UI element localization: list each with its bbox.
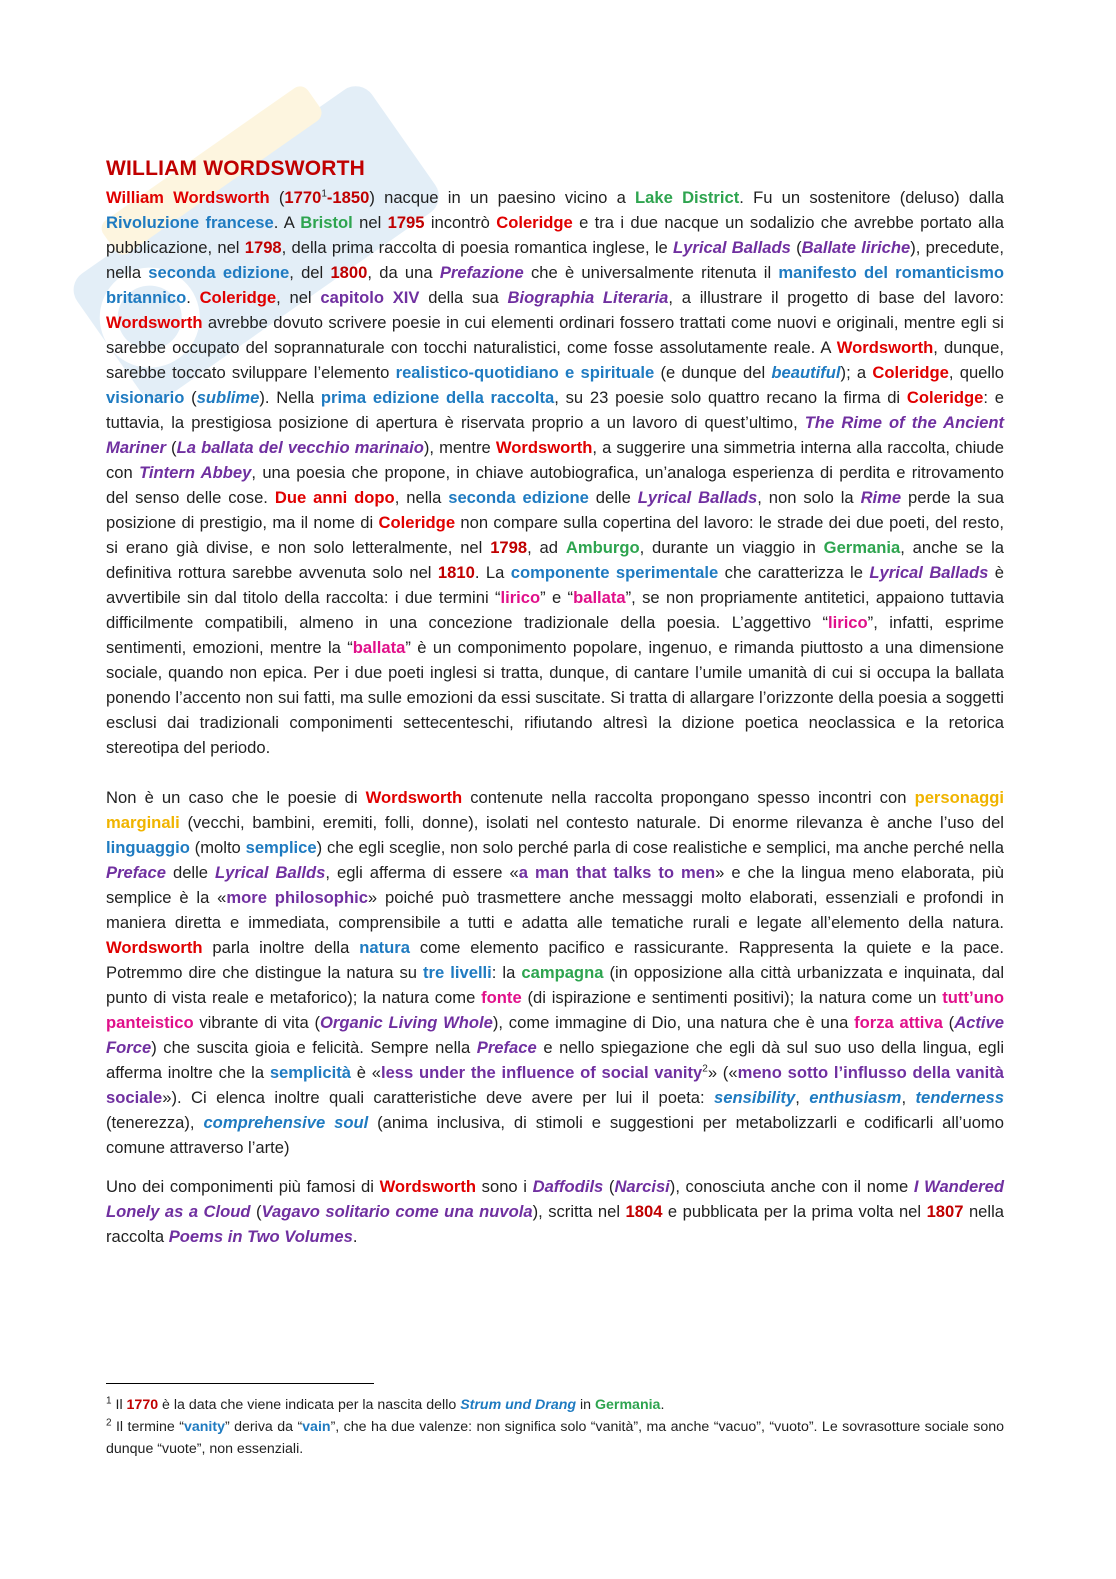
text-run: » poiché può trasmettere anche messaggi molto elaborati, essenziali e profondi in maniera diretta e immediata, comprensibile a tutti e adatta alle tematiche rurali e legate all’elemento della natura.	[106, 888, 1004, 932]
highlighted-term: more philosophic	[226, 888, 368, 907]
text-run: Non è un caso che le poesie di	[106, 788, 366, 807]
text-run: nel	[352, 213, 388, 232]
text-run: » e che la lingua meno elaborata, più semplice è la «	[106, 863, 1004, 907]
highlighted-term: Due anni dopo	[274, 488, 395, 507]
text-run: , quello	[948, 363, 1005, 382]
highlighted-term: Lyrical Ballads	[673, 238, 791, 257]
text-run: (	[790, 238, 802, 257]
highlighted-term: Preface	[476, 1038, 537, 1057]
highlighted-term: sensibility	[714, 1088, 796, 1107]
highlighted-term: semplicità	[269, 1063, 351, 1082]
highlighted-term: 1804	[625, 1202, 663, 1221]
text-run: (	[250, 1202, 262, 1221]
text-run: e pubblicata per la prima volta nel	[662, 1202, 927, 1221]
highlighted-term: Preface	[106, 863, 166, 882]
highlighted-term: Wordsworth	[379, 1177, 477, 1196]
highlighted-term: Wordsworth	[836, 338, 934, 357]
text-run: »). Ci elenca inoltre quali caratteristiche deve avere per lui il poeta:	[162, 1088, 715, 1107]
text-run: (anima inclusiva, di stimoli e suggestioni per metabolizzarli e codificarli all’uomo comune attraverso l’arte)	[106, 1113, 1004, 1157]
text-run: della sua	[419, 288, 508, 307]
highlighted-term: Wordsworth	[495, 438, 593, 457]
text-run: è «	[351, 1063, 381, 1082]
highlighted-term: tre livelli	[423, 963, 492, 982]
text-run: .	[352, 1227, 358, 1246]
highlighted-term: Organic Living Whole	[320, 1013, 493, 1032]
highlighted-term: 1807	[926, 1202, 964, 1221]
highlighted-term: ballata	[352, 638, 406, 657]
footnote-marker: 2	[106, 1417, 112, 1429]
highlighted-term: William Wordsworth	[106, 188, 270, 207]
highlighted-term: lirico	[828, 613, 868, 632]
text-run: (	[165, 438, 177, 457]
text-run: ”, che ha due valenze: non significa solo “vanità”, ma anche “vacuo”, “vuoto”. Le sovrasotture sociale sono dunque “vuote”, non essenziali.	[106, 1419, 1004, 1457]
text-run: avrebbe dovuto scrivere poesie in cui elementi ordinari fossero trattati come nuovi e originali, mentre egli si sarebbe occupato del soprannaturale con tocchi naturalistici, come fosse assolutamente reale. A	[106, 313, 1004, 357]
text-run: è avvertibile sin dal titolo della raccolta: i due termini “	[106, 563, 1005, 607]
highlighted-term: Tintern Abbey	[139, 463, 252, 482]
highlighted-term: Coleridge	[496, 213, 573, 232]
text-run: , a illustrare il progetto di base del lavoro:	[668, 288, 1004, 307]
text-run: ” è un componimento popolare, ingenuo, e rimanda piuttosto a una dimensione sociale, quando non epica. Per i due poeti inglesi si tratta, dunque, di cantare l’umile umanità di cui si occupa la ballata ponendo l’accento non sui fatti, ma sulle emozioni da essi suscitate. Si tratta di allargare l’orizzonte della poesia a soggetti esclusi dai tradizionali componimenti settecenteschi, rifiutando altresì la dizione poetica neoclassica e la retorica stereotipa del periodo.	[106, 638, 1004, 757]
text-run: Il termine “	[111, 1419, 184, 1435]
highlighted-term: Germania	[595, 1397, 661, 1413]
text-run: , della prima raccolta di poesia romantica inglese, le	[281, 238, 674, 257]
text-run: , a suggerire una simmetria interna alla raccolta, chiude con	[106, 438, 1004, 482]
text-run: » («	[707, 1063, 738, 1082]
text-run: , anche se la definitiva rottura sarebbe avvenuta solo nel	[106, 538, 1004, 582]
highlighted-term: 1798	[490, 538, 528, 557]
paragraph-daffodils	[106, 1174, 1004, 1249]
highlighted-term: personaggi marginali	[106, 788, 1004, 832]
highlighted-term: Ballate liriche	[801, 238, 911, 257]
text-run: (e dunque del	[654, 363, 772, 382]
text-run: ), conosciuta anche con il nome	[669, 1177, 914, 1196]
text-run: ) che egli sceglie, non solo perché parla di cose realistiche e semplici, ma anche perché nella	[316, 838, 1005, 857]
highlighted-term: natura	[359, 938, 410, 957]
text-run: che caratterizza le	[718, 563, 870, 582]
text-run: ”, se non propriamente antitetici, appaiono tuttavia difficilmente compatibili, almeno in una concezione tradizionale della poesia. L’aggettivo “	[106, 588, 1004, 632]
highlighted-term: Coleridge	[906, 388, 984, 407]
text-run: (	[269, 188, 285, 207]
text-run: ) che suscita gioia e felicità. Sempre nella	[151, 1038, 477, 1057]
text-run: ), mentre	[423, 438, 496, 457]
highlighted-term: Lyrical Ballds	[215, 863, 326, 882]
highlighted-term: fonte	[481, 988, 522, 1007]
highlighted-term: The Rime of the Ancient Mariner	[106, 413, 1004, 457]
highlighted-term: beautiful	[771, 363, 841, 382]
footnote-marker: 2	[702, 1063, 708, 1075]
text-run: sono i	[476, 1177, 533, 1196]
text-run: , durante un viaggio in	[639, 538, 824, 557]
text-run: ), come immagine di Dio, una natura che è una	[492, 1013, 855, 1032]
text-run: delle	[588, 488, 638, 507]
highlighted-term: La ballata del vecchio marinaio	[176, 438, 424, 457]
text-run: vibrante di vita (	[193, 1013, 320, 1032]
text-run: e tra i due nacque un sodalizio che avrebbe portato alla pubblicazione, nel	[106, 213, 1004, 257]
highlighted-term: campagna	[521, 963, 604, 982]
text-run: non compare sulla copertina del lavoro: le strade dei due poeti, del resto, si erano già divise, e non solo letteralmente, nel	[106, 513, 1005, 557]
highlighted-term: lirico	[500, 588, 541, 607]
text-run: , dunque, sarebbe toccato sviluppare l’elemento	[106, 338, 1005, 382]
highlighted-term: less under the influence of social vanity	[380, 1063, 703, 1082]
text-run: Il	[111, 1397, 127, 1413]
highlighted-term: Wordsworth	[365, 788, 463, 807]
highlighted-term: Wordsworth	[106, 938, 203, 957]
text-run: contenute nella raccolta propongano spesso incontri con	[462, 788, 915, 807]
text-run: , del	[289, 263, 331, 282]
text-run: nella raccolta	[106, 1202, 1004, 1246]
text-run: (	[603, 1177, 615, 1196]
highlighted-term: ballata	[573, 588, 626, 607]
highlighted-term: Germania	[823, 538, 901, 557]
highlighted-term: 1810	[437, 563, 475, 582]
text-run: . A	[273, 213, 301, 232]
text-run: , su 23 poesie solo quattro recano la firma di	[554, 388, 907, 407]
paragraph-intro	[106, 185, 1004, 760]
text-run: . La	[474, 563, 511, 582]
highlighted-term: seconda edizione	[148, 263, 290, 282]
highlighted-term: I Wandered Lonely as a Cloud	[106, 1177, 1005, 1221]
text-run: perde la sua posizione di prestigio, ma il nome di	[106, 488, 1005, 532]
highlighted-term: 1795	[387, 213, 425, 232]
text-run: (di ispirazione e sentimenti positivi); la natura come un	[521, 988, 943, 1007]
highlighted-term: Lyrical Ballads	[637, 488, 758, 507]
text-run: che è universalmente ritenuta il	[523, 263, 779, 282]
text-run: ,	[795, 1088, 810, 1107]
highlighted-term: visionario	[106, 388, 185, 407]
text-run: ” deriva da “	[225, 1419, 303, 1435]
text-run: ,	[901, 1088, 916, 1107]
highlighted-term: Coleridge	[199, 288, 277, 307]
text-run: incontrò	[424, 213, 497, 232]
highlighted-term: realistico-quotidiano e spirituale	[395, 363, 655, 382]
highlighted-term: vain	[302, 1419, 331, 1435]
text-run: , ad	[527, 538, 566, 557]
highlighted-term: -1850	[326, 188, 370, 207]
text-run: .	[186, 288, 200, 307]
highlighted-term: Lake District	[635, 188, 740, 207]
text-run: , nella	[394, 488, 449, 507]
text-run: ), precedute, nella	[106, 238, 1004, 282]
highlighted-term: vanity	[183, 1419, 225, 1435]
text-run: (in opposizione alla città urbanizzata e inquinata, dal punto di vista reale e metaforico); la natura come	[106, 963, 1005, 1007]
text-run: e nello spiegazione che egli dà sul suo uso della lingua, egli afferma inoltre che la	[106, 1038, 1005, 1082]
text-run: , una poesia che propone, in chiave autobiografica, un’analoga esperienza di perdita e ritrovamento del senso delle cose.	[106, 463, 1004, 507]
footnote-divider	[106, 1383, 374, 1384]
text-run: è la data che viene indicata per la nascita dello	[158, 1397, 461, 1413]
highlighted-term: Amburgo	[565, 538, 640, 557]
text-run: ); a	[840, 363, 873, 382]
highlighted-term: semplice	[245, 838, 317, 857]
highlighted-term: prima edizione della raccolta	[320, 388, 555, 407]
highlighted-term: Active Force	[106, 1013, 1004, 1057]
text-run: delle	[165, 863, 216, 882]
text-run: ”, infatti, esprime sentimenti, emozioni, mentre la “	[106, 613, 1004, 657]
text-run: (	[942, 1013, 955, 1032]
highlighted-term: linguaggio	[106, 838, 190, 857]
highlighted-term: Prefazione	[439, 263, 524, 282]
highlighted-term: tenderness	[915, 1088, 1004, 1107]
text-run: (vecchi, bambini, eremiti, folli, donne), isolati nel contesto naturale. Di enorme rilevanza è anche l’uso del	[179, 813, 1004, 832]
text-run: Uno dei componimenti più famosi di	[106, 1177, 380, 1196]
highlighted-term: Rivoluzione francese	[106, 213, 274, 232]
text-run: , da una	[367, 263, 440, 282]
highlighted-term: capitolo XIV	[320, 288, 420, 307]
highlighted-term: Wordsworth	[106, 313, 203, 332]
highlighted-term: Biographia Literaria	[507, 288, 669, 307]
highlighted-term: Rime	[860, 488, 902, 507]
text-run: , nel	[276, 288, 321, 307]
text-run: , non solo la	[757, 488, 861, 507]
highlighted-term: manifesto del romanticismo britannico	[106, 263, 1004, 307]
highlighted-term: Coleridge	[378, 513, 456, 532]
text-run: (tenerezza),	[106, 1113, 204, 1132]
footnote-2	[106, 1416, 1004, 1460]
highlighted-term: Lyrical Ballads	[869, 563, 989, 582]
text-run: parla inoltre della	[202, 938, 360, 957]
footnotes	[106, 1383, 1004, 1460]
text-run: ) nacque in un paesino vicino a	[369, 188, 636, 207]
highlighted-term: 1770	[284, 188, 322, 207]
highlighted-term: seconda edizione	[448, 488, 589, 507]
highlighted-term: forza attiva	[854, 1013, 943, 1032]
highlighted-term: meno sotto l’influsso della vanità sociale	[106, 1063, 1004, 1107]
text-run: (molto	[189, 838, 246, 857]
text-run: , egli afferma di essere «	[325, 863, 519, 882]
footnote-marker: 1	[106, 1395, 112, 1407]
highlighted-term: Narcisi	[614, 1177, 670, 1196]
highlighted-term: componente sperimentale	[510, 563, 719, 582]
highlighted-term: a man that talks to men	[518, 863, 716, 882]
text-run: . Fu un sostenitore (deluso) dalla	[739, 188, 1004, 207]
text-run: in	[576, 1397, 595, 1413]
highlighted-term: Poems in Two Volumes	[168, 1227, 353, 1246]
highlighted-term: Strum und Drang	[460, 1397, 577, 1413]
text-run: .	[660, 1397, 665, 1413]
text-run: : e tuttavia, la prestigiosa posizione di apertura è riservata proprio a un lavoro di quest’ultimo,	[106, 388, 1005, 432]
highlighted-term: tutt’uno panteistico	[106, 988, 1004, 1032]
footnote-1	[106, 1394, 1004, 1416]
footnote-marker: 1	[321, 188, 327, 200]
text-run: : la	[491, 963, 522, 982]
paragraph-language-nature	[106, 785, 1004, 1160]
highlighted-term: comprehensive soul	[203, 1113, 369, 1132]
highlighted-term: 1798	[244, 238, 282, 257]
text-run: ). Nella	[259, 388, 321, 407]
text-run: (	[184, 388, 197, 407]
highlighted-term: enthusiasm	[809, 1088, 902, 1107]
document-page	[106, 157, 1004, 1249]
highlighted-term: Daffodils	[532, 1177, 604, 1196]
highlighted-term: Coleridge	[872, 363, 949, 382]
text-run: ” e “	[540, 588, 574, 607]
highlighted-term: sublime	[196, 388, 260, 407]
highlighted-term: Bristol	[300, 213, 353, 232]
highlighted-term: Vagavo solitario come una nuvola	[261, 1202, 533, 1221]
highlighted-term: 1800	[330, 263, 368, 282]
text-run: ), scritta nel	[532, 1202, 626, 1221]
page-title: WILLIAM WORDSWORTH	[106, 157, 366, 180]
text-run: come elemento pacifico e rassicurante. Rappresenta la quiete e la pace. Potremmo dire che distingue la natura su	[106, 938, 1004, 982]
highlighted-term: 1770	[126, 1397, 159, 1413]
